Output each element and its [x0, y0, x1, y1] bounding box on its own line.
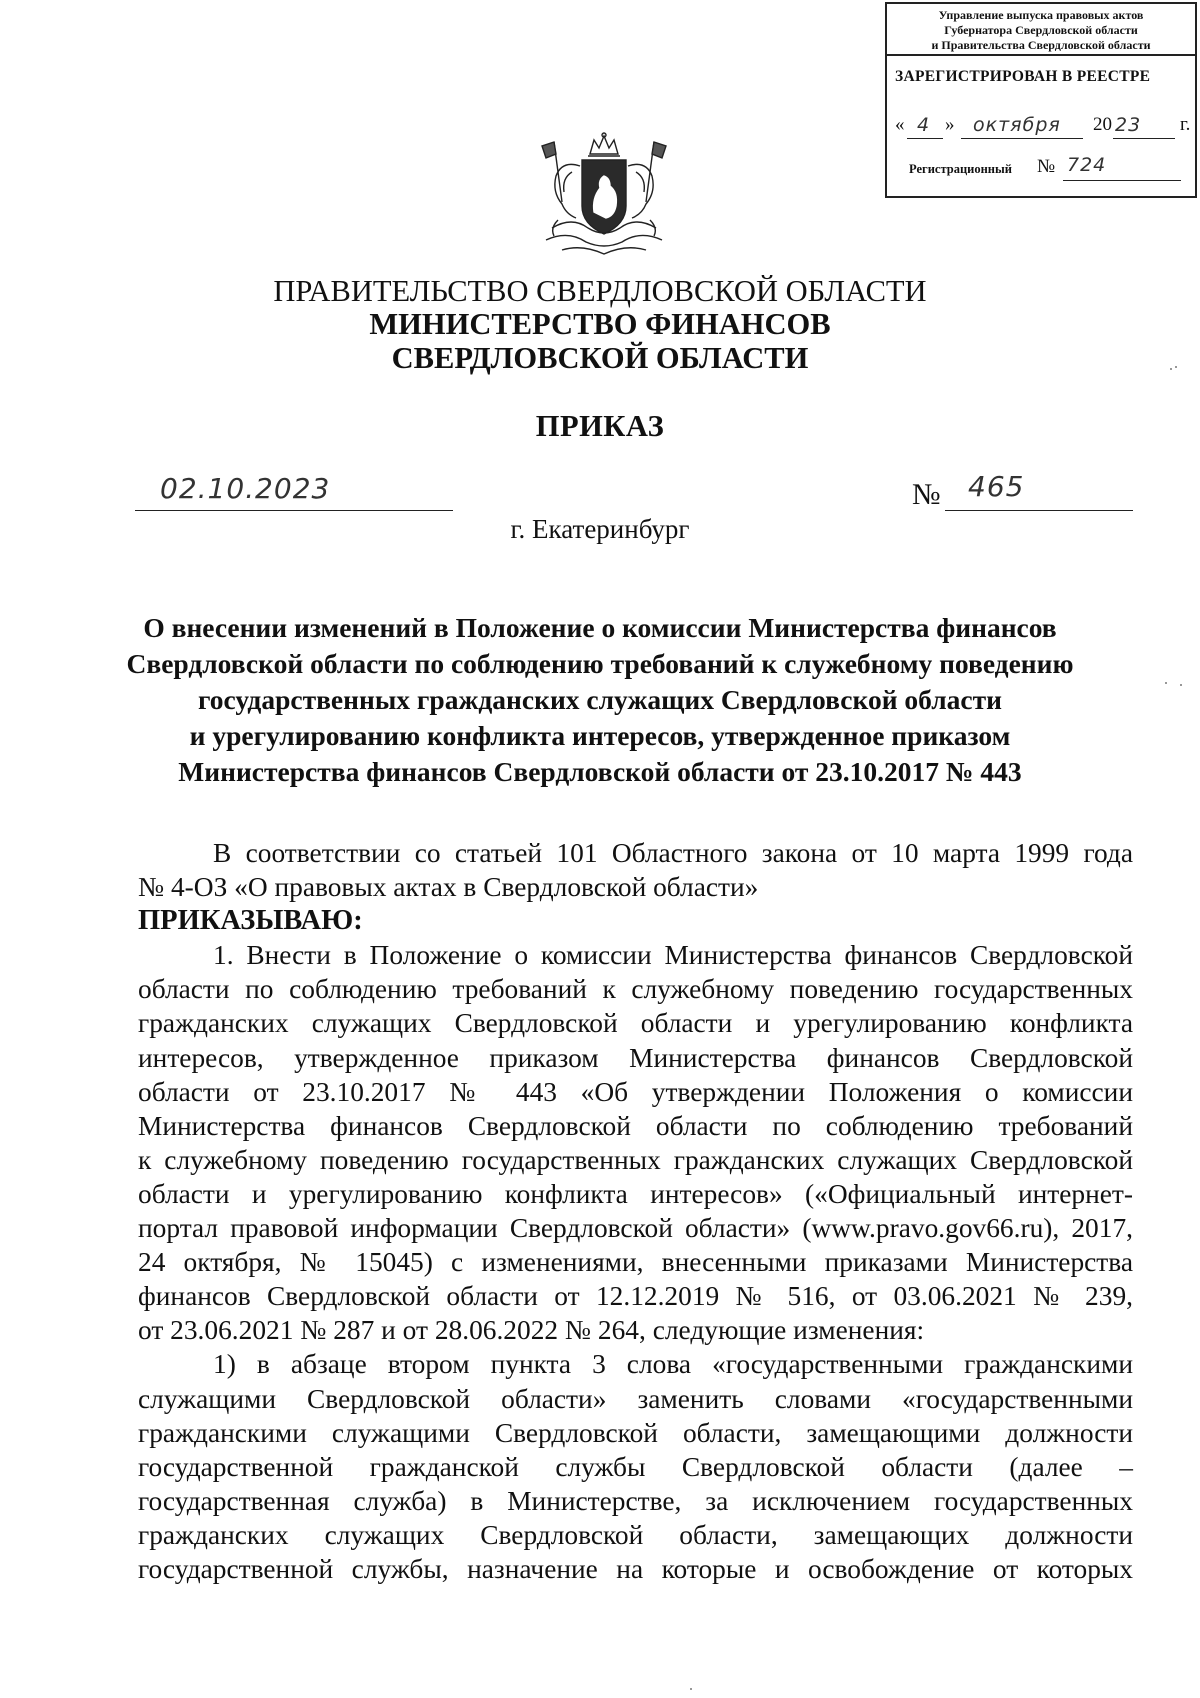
body-line: интересов, утвержденное приказом Министерства финансов Свердловской — [138, 1042, 1133, 1073]
subject-line: Министерства финансов Свердловской области от 23.10.2017 № 443 — [178, 756, 1022, 787]
registration-stamp — [885, 2, 1197, 198]
stamp-reg-number-value: 724 — [1067, 154, 1107, 176]
stamp-day-underline — [907, 138, 943, 139]
stamp-header-line: Управление выпуска правовых актов — [938, 8, 1144, 22]
stamp-header-line: Губернатора Свердловской области — [944, 23, 1138, 37]
body-line: Министерства финансов Свердловской области по соблюдению требований — [138, 1110, 1133, 1141]
body-line: гражданскими служащими Свердловской области, замещающими должности — [138, 1417, 1133, 1448]
stamp-date-month: октября — [973, 114, 1061, 136]
scan-speck — [690, 1688, 692, 1690]
subject-line: государственных гражданских служащих Свердловской области — [198, 684, 1002, 715]
stamp-registered-label: ЗАРЕГИСТРИРОВАН В РЕЕСТРЕ — [895, 68, 1151, 85]
scan-speck — [1165, 682, 1167, 684]
order-number-underline — [945, 510, 1133, 511]
stamp-month-underline — [961, 138, 1083, 139]
order-body — [138, 836, 1133, 1586]
ministry-title-line2: СВЕРДЛОВСКОЙ ОБЛАСТИ — [391, 341, 809, 375]
stamp-reg-no-sign: № — [1037, 156, 1056, 177]
document-type-title: ПРИКАЗ — [535, 409, 665, 443]
body-line: области от 23.10.2017 № 443 «Об утверждении Положения о комиссии — [138, 1076, 1133, 1107]
stamp-reg-label: Регистрационный — [909, 162, 1012, 176]
stamp-header — [887, 4, 1195, 56]
body-line: государственная служба) в Министерстве, за исключением государственных — [138, 1485, 1133, 1516]
stamp-date — [895, 114, 1195, 140]
scan-speck — [1175, 366, 1177, 368]
stamp-date-open-quote: « — [895, 114, 905, 135]
body-line: служащими Свердловской области» заменить словами «государственными — [138, 1383, 1133, 1414]
order-number: 465 — [968, 470, 1025, 503]
body-line: 1) в абзаце втором пункта 3 слова «государственными гражданскими — [213, 1349, 1133, 1380]
order-date-underline — [135, 510, 453, 511]
government-title: ПРАВИТЕЛЬСТВО СВЕРДЛОВСКОЙ ОБЛАСТИ — [273, 274, 927, 308]
order-directive: ПРИКАЗЫВАЮ: — [138, 905, 363, 937]
stamp-reg-number — [909, 154, 1189, 184]
body-line: финансов Свердловской области от 12.12.2019 № 516, от 03.06.2021 № 239, — [138, 1281, 1133, 1312]
stamp-date-year-suffix: 23 — [1115, 114, 1142, 136]
body-line: гражданских служащих Свердловской области и урегулированию конфликта — [138, 1008, 1133, 1039]
scan-speck — [1170, 368, 1172, 370]
subject-line: Свердловской области по соблюдению требований к служебному поведению — [126, 648, 1074, 679]
subject-line: и урегулированию конфликта интересов, утвержденное приказом — [189, 720, 1011, 751]
stamp-reg-underline — [1063, 180, 1181, 181]
body-line: 24 октября, № 15045) с изменениями, внесенными приказами Министерства — [138, 1247, 1133, 1278]
body-line: области и урегулированию конфликта интересов» («Официальный интернет- — [138, 1178, 1133, 1209]
subject-line: О внесении изменений в Положение о комиссии Министерства финансов — [143, 612, 1057, 643]
stamp-date-year-prefix: 20 — [1093, 114, 1112, 135]
scan-speck — [1180, 684, 1182, 686]
body-line: портал правовой информации Свердловской области» (www.pravo.gov66.ru), 2017, — [138, 1213, 1133, 1244]
ministry-title-line1: МИНИСТЕРСТВО ФИНАНСОВ — [369, 307, 831, 341]
body-line: гражданских служащих Свердловской области, замещающих должности — [138, 1519, 1133, 1550]
order-date: 02.10.2023 — [160, 472, 331, 505]
stamp-header-line: и Правительства Свердловской области — [931, 38, 1151, 52]
body-line: В соответствии со статьей 101 Областного закона от 10 марта 1999 года — [213, 838, 1133, 868]
body-line: 1. Внести в Положение о комиссии Министерства финансов Свердловской — [213, 940, 1133, 971]
body-line: от 23.06.2021 № 287 и от 28.06.2022 № 264, следующие изменения: — [138, 1315, 925, 1346]
stamp-date-close-quote: » — [945, 114, 955, 135]
body-line: области по соблюдению требований к служебному поведению государственных — [138, 974, 1133, 1005]
stamp-year-underline — [1113, 138, 1175, 139]
coat-of-arms-icon — [532, 132, 676, 262]
body-line: № 4-ОЗ «О правовых актах в Свердловской области» — [138, 872, 759, 903]
order-number-sign: № — [912, 478, 941, 511]
body-line: к служебному поведению государственных гражданских служащих Свердловской — [138, 1144, 1133, 1175]
body-line: государственной службы, назначение на которые и освобождение от которых — [138, 1553, 1133, 1584]
stamp-date-year-unit: г. — [1180, 114, 1191, 135]
city-name: г. Екатеринбург — [510, 514, 690, 544]
body-line: государственной гражданской службы Свердловской области (далее – — [138, 1451, 1133, 1482]
stamp-date-day: 4 — [917, 114, 931, 136]
order-subject — [0, 610, 1200, 790]
